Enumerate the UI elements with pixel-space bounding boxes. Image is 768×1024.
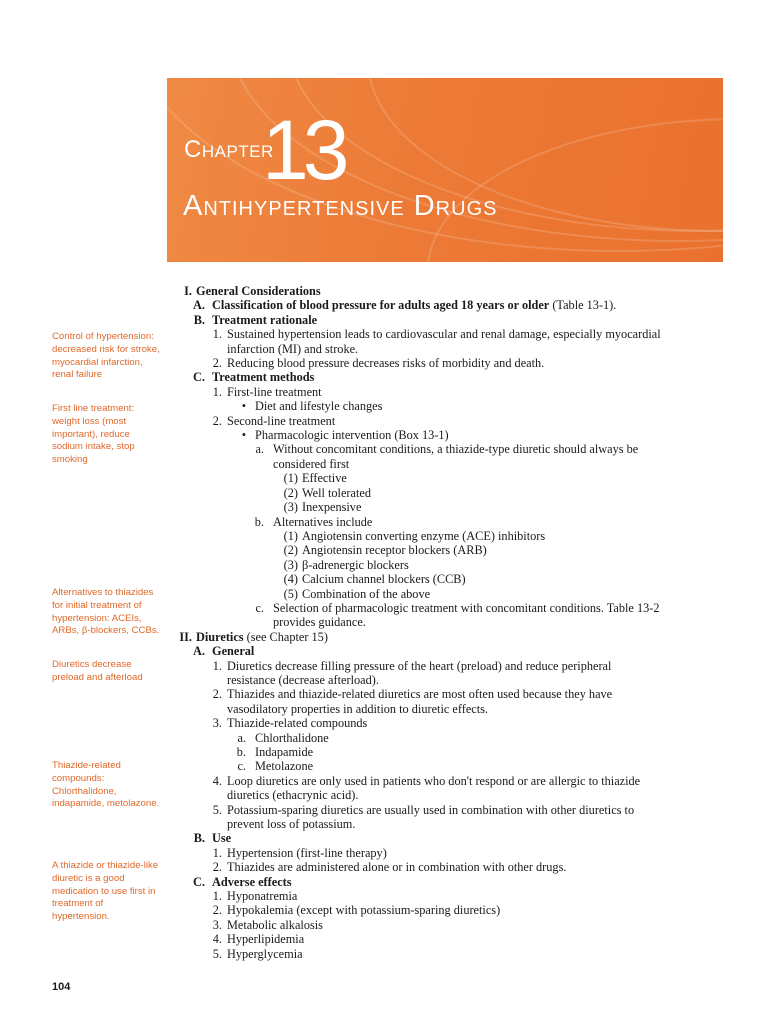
outline-line: [0, 500, 768, 514]
outline-line: [0, 356, 768, 370]
outline-heading: Treatment methods: [212, 370, 315, 385]
outline-label: B.: [193, 312, 205, 327]
outline-text: Loop diuretics are only used in patients who don't respond or are allergic to thiazide: [227, 773, 641, 788]
outline-line: [0, 587, 768, 601]
outline-text: Second-line treatment: [227, 413, 336, 428]
outline-line: [0, 846, 768, 860]
outline-label: 1.: [212, 658, 222, 673]
margin-note: First line treatment: weight loss (most important), reduce sodium intake, stop smoking: [52, 403, 135, 466]
outline-line: [0, 702, 768, 716]
outline-line: [0, 745, 768, 759]
outline-label: C.: [193, 370, 205, 385]
outline-line: [0, 644, 768, 658]
outline-line: [0, 327, 768, 341]
outline-line: [0, 486, 768, 500]
outline-text: Hypertension (first-line therapy): [227, 845, 387, 860]
outline-label: B.: [193, 831, 205, 846]
outline-text: Calcium channel blockers (CCB): [302, 572, 466, 587]
outline-text: vasodilatory properties in addition to diuretic effects.: [227, 701, 489, 716]
outline-label: •: [241, 428, 246, 443]
outline-line: [0, 817, 768, 831]
chapter-title: Antihypertensive Drugs: [183, 190, 498, 222]
outline-text: Selection of pharmacologic treatment with concomitant conditions. Table 13-2: [273, 600, 660, 615]
outline-heading: Treatment rationale: [212, 312, 318, 327]
outline-text: provides guidance.: [273, 615, 366, 630]
outline-label: 2.: [212, 860, 222, 875]
margin-note: Diuretics decrease preload and afterload: [52, 659, 143, 683]
outline-text: Metabolic alkalosis: [227, 917, 323, 932]
outline-line: [0, 284, 768, 298]
outline-text: considered first: [273, 456, 350, 471]
outline-line: [0, 342, 768, 356]
outline-heading: Use: [212, 831, 232, 846]
outline-heading: General Considerations: [196, 284, 321, 298]
outline-heading: General: [212, 644, 255, 659]
outline-text: Effective: [302, 471, 347, 486]
outline-label: (2): [283, 543, 298, 558]
outline-label: 2.: [212, 413, 222, 428]
outline-text: First-line treatment: [227, 384, 322, 399]
outline-label: (3): [283, 500, 298, 515]
outline-line: [0, 457, 768, 471]
outline-label: 3.: [212, 917, 222, 932]
outline-label: (4): [283, 572, 298, 587]
outline-line: [0, 889, 768, 903]
outline-text: Reducing blood pressure decreases risks of morbidity and death.: [227, 356, 545, 371]
outline-text: Angiotensin receptor blockers (ARB): [302, 543, 487, 558]
outline-text: Sustained hypertension leads to cardiovascular and renal damage, especially myocardial: [227, 327, 661, 342]
outline-label: I.: [184, 284, 192, 298]
outline-text: Angiotensin converting enzyme (ACE) inhibitors: [302, 528, 546, 543]
outline-line: [0, 615, 768, 629]
outline-line: [0, 774, 768, 788]
outline-line: [0, 370, 768, 384]
outline-label: II.: [179, 629, 192, 644]
outline-label: b.: [236, 745, 246, 759]
outline-label: 4.: [212, 773, 222, 788]
outline-text: prevent loss of potassium.: [227, 817, 356, 832]
outline-heading: Adverse effects: [212, 874, 292, 889]
outline-label: (3): [283, 557, 298, 572]
outline-line: [0, 543, 768, 557]
outline-text: Without concomitant conditions, a thiazide-type diuretic should always be: [273, 442, 639, 457]
outline-heading: Classification of blood pressure for adults aged 18 years or older: [212, 298, 550, 313]
outline-label: 1.: [212, 384, 222, 399]
outline-text: Hyperglycemia: [227, 946, 303, 961]
outline-line: [0, 947, 768, 961]
outline-text: (Table 13-1).: [549, 298, 617, 313]
outline-label: b.: [254, 514, 264, 529]
outline-line: [0, 471, 768, 485]
outline-text: Hypokalemia (except with potassium-sparing diuretics): [227, 903, 501, 918]
outline-line: [0, 860, 768, 874]
outline-text: infarction (MI) and stroke.: [227, 341, 359, 356]
outline-label: 2.: [212, 687, 222, 702]
margin-note: Alternatives to thiazides for initial treatment of hypertension: ACEIs, ARBs, β-blockers, CCBs.: [52, 587, 160, 637]
outline-line: [0, 558, 768, 572]
outline-line: [0, 298, 768, 312]
outline-text: Metolazone: [255, 759, 314, 774]
outline-line: [0, 903, 768, 917]
outline-line: [0, 601, 768, 615]
outline-text: Inexpensive: [302, 500, 362, 515]
outline-label: c.: [255, 600, 264, 615]
outline-line: [0, 759, 768, 773]
outline-line: [0, 414, 768, 428]
outline-line: [0, 716, 768, 730]
outline-label: 2.: [212, 356, 222, 371]
chapter-number: 13: [262, 103, 344, 197]
outline-label: C.: [193, 874, 205, 889]
outline-body: [0, 284, 768, 961]
outline-text: Chlorthalidone: [255, 730, 329, 745]
outline-label: •: [241, 399, 246, 414]
outline-label: A.: [193, 644, 205, 659]
outline-line: [0, 442, 768, 456]
outline-label: 2.: [212, 903, 222, 918]
outline-text: Potassium-sparing diuretics are usually used in combination with other diuretics to: [227, 802, 635, 817]
outline-label: (1): [283, 528, 298, 543]
outline-label: 1.: [212, 889, 222, 904]
outline-label: (2): [283, 485, 298, 500]
outline-line: [0, 803, 768, 817]
outline-line: [0, 788, 768, 802]
outline-text: (see Chapter 15): [243, 629, 328, 644]
margin-note: Control of hypertension: decreased risk for stroke, myocardial infarction, renal failure: [52, 331, 160, 381]
outline-text: Well tolerated: [302, 485, 372, 500]
outline-text: Hyperlipidemia: [227, 932, 305, 947]
outline-line: [0, 515, 768, 529]
outline-label: 1.: [212, 327, 222, 342]
outline-line: [0, 385, 768, 399]
outline-label: (1): [283, 471, 298, 486]
outline-line: [0, 399, 768, 413]
outline-line: [0, 932, 768, 946]
outline-label: 4.: [212, 932, 222, 947]
outline-line: [0, 731, 768, 745]
outline-text: Alternatives include: [273, 514, 373, 529]
outline-text: Thiazides are administered alone or in combination with other drugs.: [227, 860, 567, 875]
outline-label: 5.: [212, 802, 222, 817]
outline-label: c.: [237, 759, 246, 774]
outline-label: 3.: [212, 716, 222, 731]
margin-note: A thiazide or thiazide-like diuretic is a good medication to use first in treatment of hypertension.: [52, 860, 159, 923]
outline-label: a.: [237, 730, 246, 745]
outline-line: [0, 428, 768, 442]
outline-text: Combination of the above: [302, 586, 431, 601]
outline-line: [0, 687, 768, 701]
outline-text: diuretics (ethacrynic acid).: [227, 788, 359, 803]
outline-line: [0, 572, 768, 586]
chapter-banner: [167, 78, 723, 262]
margin-note: Thiazide-related compounds: Chlorthalidone, indapamide, metolazone.: [52, 760, 160, 810]
outline-line: [0, 529, 768, 543]
outline-label: A.: [193, 298, 205, 313]
outline-text: β-adrenergic blockers: [302, 557, 409, 572]
outline-line: [0, 673, 768, 687]
outline-line: [0, 875, 768, 889]
outline-label: 1.: [212, 845, 222, 860]
outline-text: Indapamide: [255, 745, 314, 759]
page-number: 104: [52, 981, 71, 993]
chapter-label: Chapter: [184, 136, 274, 163]
outline-line: [0, 630, 768, 644]
outline-text: Hyponatremia: [227, 889, 298, 904]
outline-line: [0, 918, 768, 932]
outline-text: Thiazides and thiazide-related diuretics are most often used because they have: [227, 687, 613, 702]
outline-label: a.: [255, 442, 264, 457]
outline-line: [0, 831, 768, 845]
outline-heading: Diuretics: [196, 629, 244, 644]
outline-label: (5): [283, 586, 298, 601]
outline-text: Pharmacologic intervention (Box 13-1): [255, 428, 449, 443]
outline-text: resistance (decrease afterload).: [227, 672, 379, 687]
outline-label: 5.: [212, 946, 222, 961]
outline-text: Diet and lifestyle changes: [255, 399, 383, 414]
outline-line: [0, 313, 768, 327]
outline-text: Diuretics decrease filling pressure of the heart (preload) and reduce peripheral: [227, 658, 612, 673]
outline-line: [0, 659, 768, 673]
outline-text: Thiazide-related compounds: [227, 716, 368, 731]
